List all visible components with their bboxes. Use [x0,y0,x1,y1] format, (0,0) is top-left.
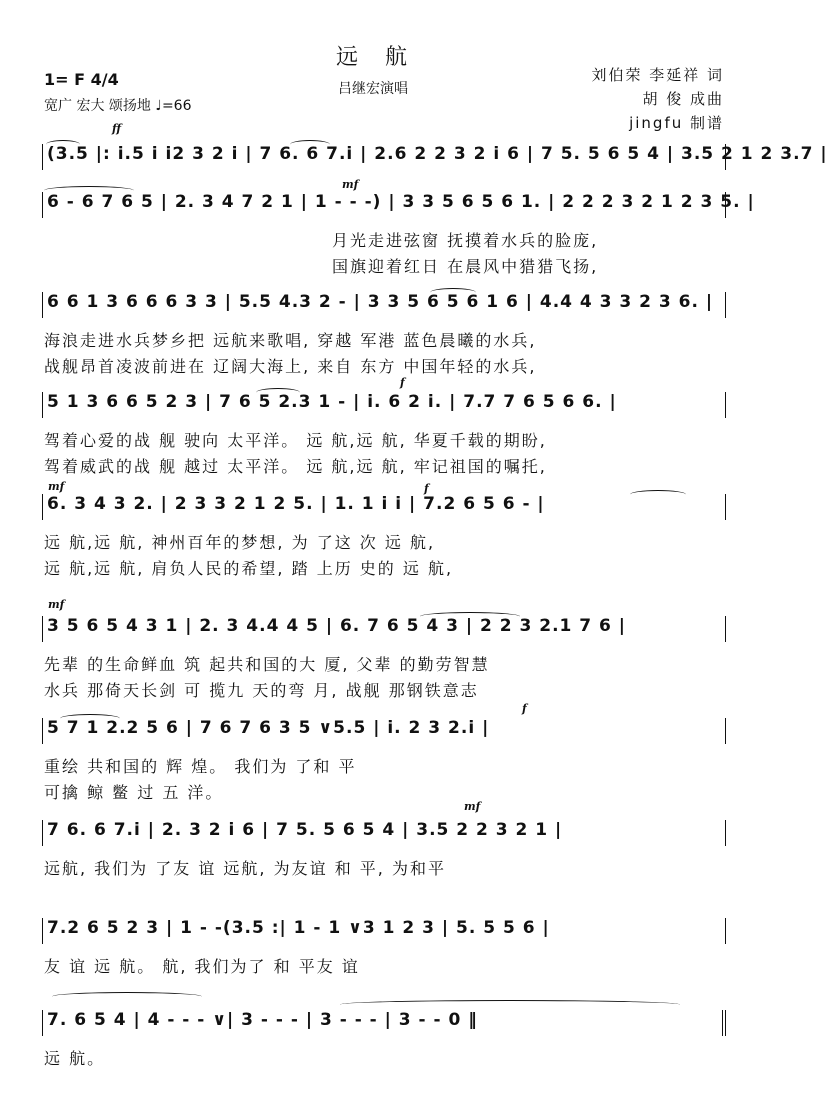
singer-credit: 吕继宏演唱 [338,81,408,97]
notation-line: (3.5 |: i.5 i i2 3 2 i | 7 6. 6 7.i | 2.6 2 2 3 2 i 6 | 7 5. 5 6 5 4 | 3.5 2 1 2 3.7 | [42,144,726,170]
slur-mark [630,490,686,499]
lyric-line-2: 战舰昂首凌波前进在 辽阔大海上, 来自 东方 中国年轻的水兵, [44,357,537,376]
tempo-marking: 宽广 宏大 颂扬地 ♩=66 [44,98,192,114]
dynamic-mark: f [522,702,527,715]
lyric-line-2: 驾着威武的战 舰 越过 太平洋。 远 航,远 航, 牢记祖国的嘱托, [44,457,547,476]
dynamic-mark: mf [48,480,65,493]
lyric-line-1: 重绘 共和国的 辉 煌。 我们为 了和 平 [44,757,357,776]
slur-mark [60,714,120,723]
slur-mark [420,612,520,621]
lyricist-credit: 刘伯荣 李延祥 词 [591,66,724,84]
slur-mark [256,388,300,397]
composer-credit: 胡 俊 成曲 [642,90,724,108]
lyric-line-1: 先辈 的生命鲜血 筑 起共和国的大 厦, 父辈 的勤劳智慧 [44,655,490,674]
notation-line: 6. 3 4 3 2. | 2 3 3 2 1 2 5. | 1. 1 i i | 7.2 6 5 6 - | [42,494,726,520]
slur-mark [52,992,202,1001]
slur-mark [290,140,330,149]
arranger-credit: jingfu 制谱 [629,114,724,132]
lyric-line-2: 水兵 那倚天长剑 可 揽九 天的弯 月, 战舰 那钢铁意志 [44,681,479,700]
slur-mark [44,186,134,195]
slur-mark [46,140,80,149]
notation-line: 6 - 6 7 6 5 | 2. 3 4 7 2 1 | 1 - - -) | 3 3 5 6 5 6 1. | 2 2 2 3 2 1 2 3 5. | [42,192,726,218]
slur-mark [430,288,476,297]
notation-line: 5 7 1 2.2 5 6 | 7 6 7 6 3 5 ∨5.5 | i. 2 3 2.i | [42,718,726,744]
lyric-line-2: 远 航,远 航, 肩负人民的希望, 踏 上历 史的 远 航, [44,559,454,578]
lyric-line-1: 远 航,远 航, 神州百年的梦想, 为 了这 次 远 航, [44,533,436,552]
lyric-line-1: 海浪走进水兵梦乡把 远航来歌唱, 穿越 军港 蓝色晨曦的水兵, [44,331,537,350]
lyric-line-1: 远 航。 [44,1049,106,1068]
lyric-line-1: 远航, 我们为 了友 谊 远航, 为友谊 和 平, 为和平 [44,859,446,878]
dynamic-mark: f [400,376,405,389]
song-title: 远 航 [336,45,417,70]
lyric-line-2: 可擒 鲸 鳖 过 五 洋。 [44,783,224,802]
lyric-line-1: 驾着心爱的战 舰 驶向 太平洋。 远 航,远 航, 华夏千载的期盼, [44,431,547,450]
lyric-line-1: 月光走进弦窗 抚摸着水兵的脸庞, [332,231,599,250]
notation-line: 7.2 6 5 2 3 | 1 - -(3.5 :| 1 - 1 ∨3 1 2 3 | 5. 5 5 6 | [42,918,726,944]
dynamic-mark: ff [112,122,122,135]
slur-mark [340,1000,680,1009]
notation-line: 7. 6 5 4 | 4 - - - ∨| 3 - - - | 3 - - - | 3 - - 0 ‖ [42,1010,726,1036]
dynamic-mark: mf [48,598,65,611]
dynamic-mark: f [424,482,429,495]
notation-line: 3 5 6 5 4 3 1 | 2. 3 4.4 4 5 | 6. 7 6 5 4 3 | 2 2 3 2.1 7 6 | [42,616,726,642]
dynamic-mark: mf [464,800,481,813]
dynamic-mark: mf [342,178,359,191]
notation-line: 6 6 1 3 6 6 6 3 3 | 5.5 4.3 2 - | 3 3 5 6 5 6 1 6 | 4.4 4 3 3 2 3 6. | [42,292,726,318]
notation-line: 5 1 3 6 6 5 2 3 | 7 6 5 2.3 1 - | i. 6 2 i. | 7.7 7 6 5 6 6. | [42,392,726,418]
key-signature: 1= F 4/4 [44,70,119,89]
notation-line: 7 6. 6 7.i | 2. 3 2 i 6 | 7 5. 5 6 5 4 | 3.5 2 2 3 2 1 | [42,820,726,846]
lyric-line-1: 友 谊 远 航。 航, 我们为了 和 平友 谊 [44,957,360,976]
lyric-line-2: 国旗迎着红日 在晨风中猎猎飞扬, [332,257,599,276]
